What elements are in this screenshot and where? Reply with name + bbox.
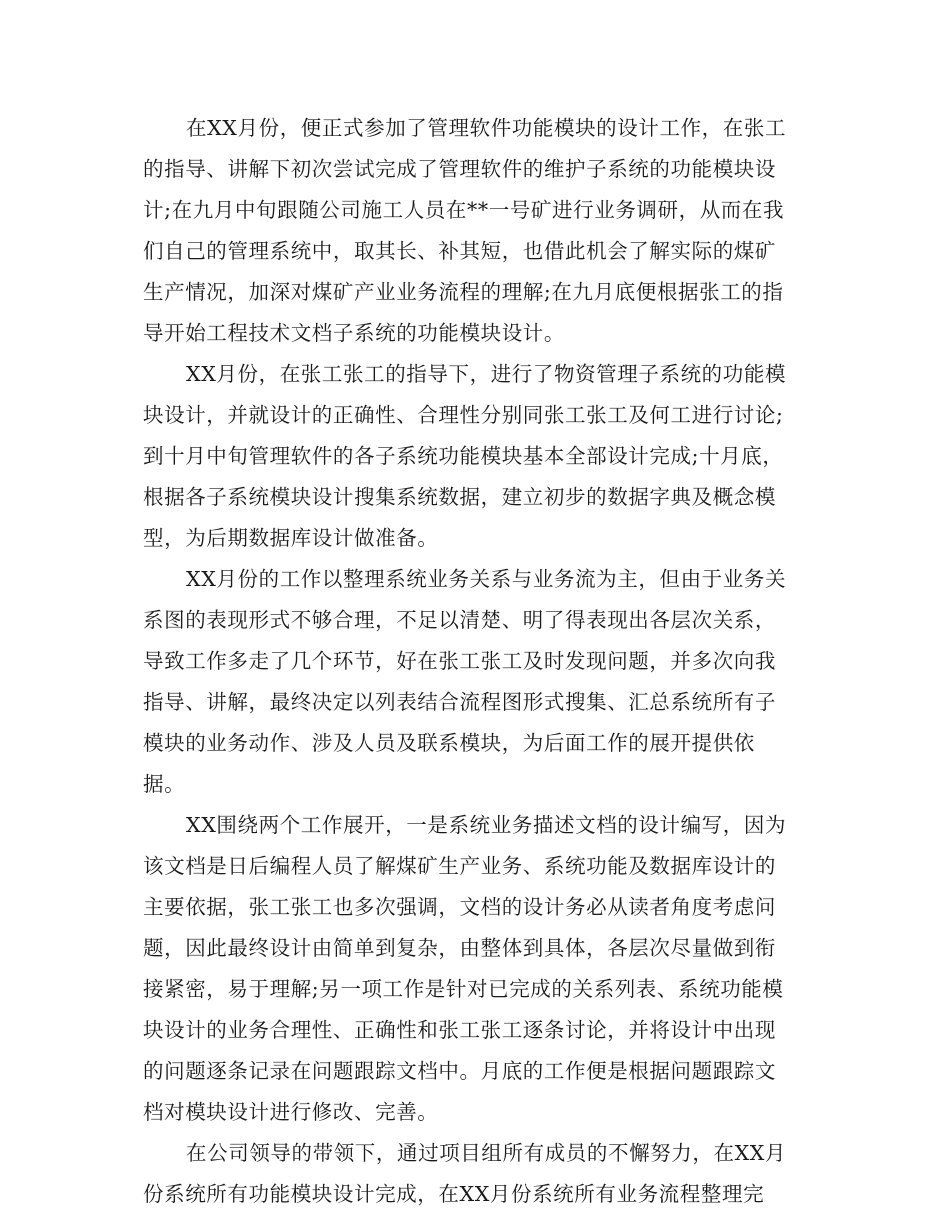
text-line: XX月份，在张工张工的指导下，进行了物资管理子系统的功能模 bbox=[186, 362, 787, 386]
text-line: 在公司领导的带领下，通过项目组所有成员的不懈努力，在XX月 bbox=[186, 1141, 787, 1165]
document-body bbox=[143, 108, 807, 1215]
paragraph-1 bbox=[143, 108, 807, 354]
paragraph-2 bbox=[143, 354, 807, 559]
text-line: 份系统所有功能模块设计完成，在XX月份系统所有业务流程整理完 bbox=[143, 1182, 765, 1206]
text-line: 模块的业务动作、涉及人员及联系模块，为后面工作的展开提供依 bbox=[143, 731, 755, 755]
text-line: 指导、讲解，最终决定以列表结合流程图形式搜集、汇总系统所有子 bbox=[143, 690, 776, 714]
paragraph-3 bbox=[143, 559, 807, 805]
text-line: 档对模块设计进行修改、完善。 bbox=[143, 1100, 439, 1124]
text-line: 生产情况，加深对煤矿产业业务流程的理解;在九月底便根据张工的指 bbox=[143, 280, 784, 304]
paragraph-4 bbox=[143, 805, 807, 1133]
text-line: XX围绕两个工作展开，一是系统业务描述文档的设计编写，因为 bbox=[186, 813, 787, 837]
text-line: 导致工作多走了几个环节，好在张工张工及时发现问题，并多次向我 bbox=[143, 649, 776, 673]
text-line: 在XX月份，便正式参加了管理软件功能模块的设计工作，在张工 bbox=[186, 116, 787, 140]
text-line: 导开始工程技术文档子系统的功能模块设计。 bbox=[143, 321, 565, 345]
text-line: 的问题逐条记录在问题跟踪文档中。月底的工作便是根据问题跟踪文 bbox=[143, 1059, 776, 1083]
text-line: 系图的表现形式不够合理，不足以清楚、明了得表现出各层次关系， bbox=[143, 608, 776, 632]
text-line: 该文档是日后编程人员了解煤矿生产业务、系统功能及数据库设计的 bbox=[143, 854, 776, 878]
text-line: 题，因此最终设计由简单到复杂，由整体到具体，各层次尽量做到衔 bbox=[143, 936, 776, 960]
text-line: 们自己的管理系统中，取其长、补其短，也借此机会了解实际的煤矿 bbox=[143, 239, 776, 263]
text-line: 主要依据，张工张工也多次强调，文档的设计务必从读者角度考虑问 bbox=[143, 895, 776, 919]
paragraph-5 bbox=[143, 1133, 807, 1215]
text-line: 块设计的业务合理性、正确性和张工张工逐条讨论，并将设计中出现 bbox=[143, 1018, 776, 1042]
text-line: 接紧密，易于理解;另一项工作是针对已完成的关系列表、系统功能模 bbox=[143, 977, 784, 1001]
text-line: 根据各子系统模块设计搜集系统数据，建立初步的数据字典及概念模 bbox=[143, 485, 776, 509]
text-line: 的指导、讲解下初次尝试完成了管理软件的维护子系统的功能模块设 bbox=[143, 157, 776, 181]
text-line: 到十月中旬管理软件的各子系统功能模块基本全部设计完成;十月底， bbox=[143, 444, 784, 468]
text-line: 据。 bbox=[143, 772, 186, 796]
text-line: 型，为后期数据库设计做准备。 bbox=[143, 526, 439, 550]
text-line: 计;在九月中旬跟随公司施工人员在**一号矿进行业务调研，从而在我 bbox=[143, 198, 785, 222]
text-line: XX月份的工作以整理系统业务关系与业务流为主，但由于业务关 bbox=[186, 567, 787, 591]
text-line: 块设计，并就设计的正确性、合理性分别同张工张工及何工进行讨论; bbox=[143, 403, 784, 427]
